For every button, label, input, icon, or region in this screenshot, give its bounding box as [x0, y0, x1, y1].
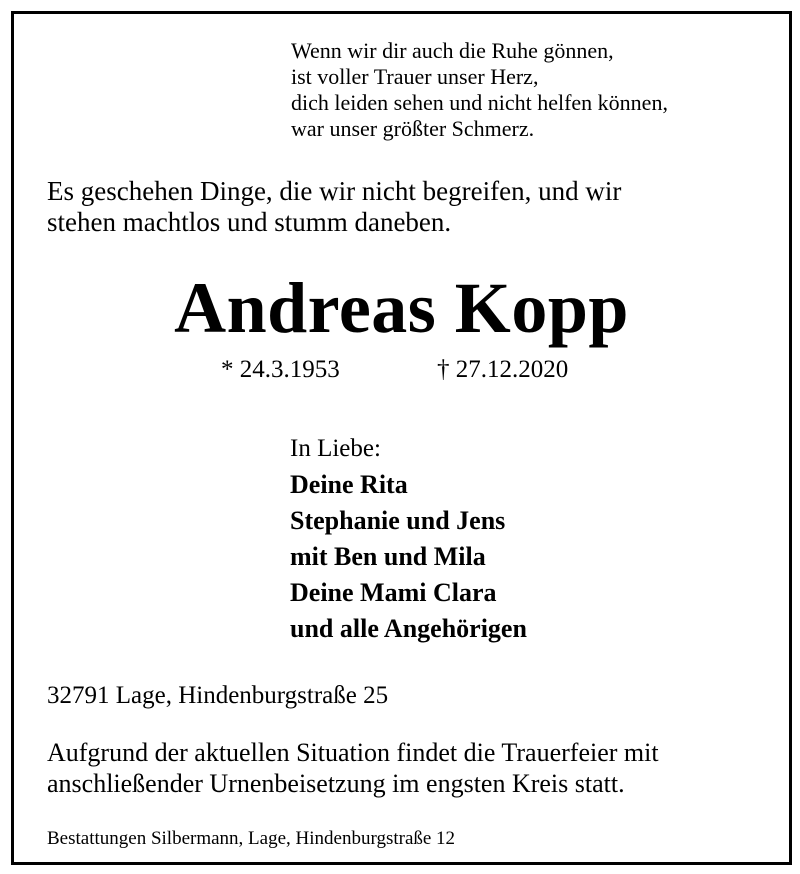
intro-text — [47, 176, 621, 238]
poem-line: ist voller Trauer unser Herz, — [291, 64, 539, 89]
funeral-home: Bestattungen Silbermann, Lage, Hindenburgstraße 12 — [47, 828, 456, 849]
mourner-name: Stephanie und Jens — [290, 506, 506, 535]
intro-line: Es geschehen Dinge, die wir nicht begreifen, und wir — [47, 176, 622, 206]
funeral-notice — [47, 737, 659, 799]
mourners — [290, 431, 527, 647]
mourner-name: Deine Mami Clara — [290, 578, 497, 607]
poem — [291, 38, 668, 142]
poem-line: war unser größter Schmerz. — [291, 116, 535, 141]
mourner-name: Deine Rita — [290, 470, 408, 499]
notice-line: Aufgrund der aktuellen Situation findet die Trauerfeier mit — [47, 738, 659, 767]
notice-line: anschließender Urnenbeisetzung im engsten Kreis statt. — [47, 769, 625, 798]
intro-line: stehen machtlos und stumm daneben. — [47, 207, 452, 237]
obituary-frame — [11, 11, 792, 865]
mourner-name: mit Ben und Mila — [290, 542, 486, 571]
death-date: † 27.12.2020 — [437, 356, 569, 383]
family-address: 32791 Lage, Hindenburgstraße 25 — [47, 682, 389, 709]
poem-line: Wenn wir dir auch die Ruhe gönnen, — [291, 38, 614, 63]
birth-date: * 24.3.1953 — [221, 356, 340, 383]
deceased-name: Andreas Kopp — [174, 268, 629, 348]
mourners-heading: In Liebe: — [290, 435, 381, 462]
poem-line: dich leiden sehen und nicht helfen können, — [291, 90, 668, 115]
mourner-name: und alle Angehörigen — [290, 614, 527, 643]
